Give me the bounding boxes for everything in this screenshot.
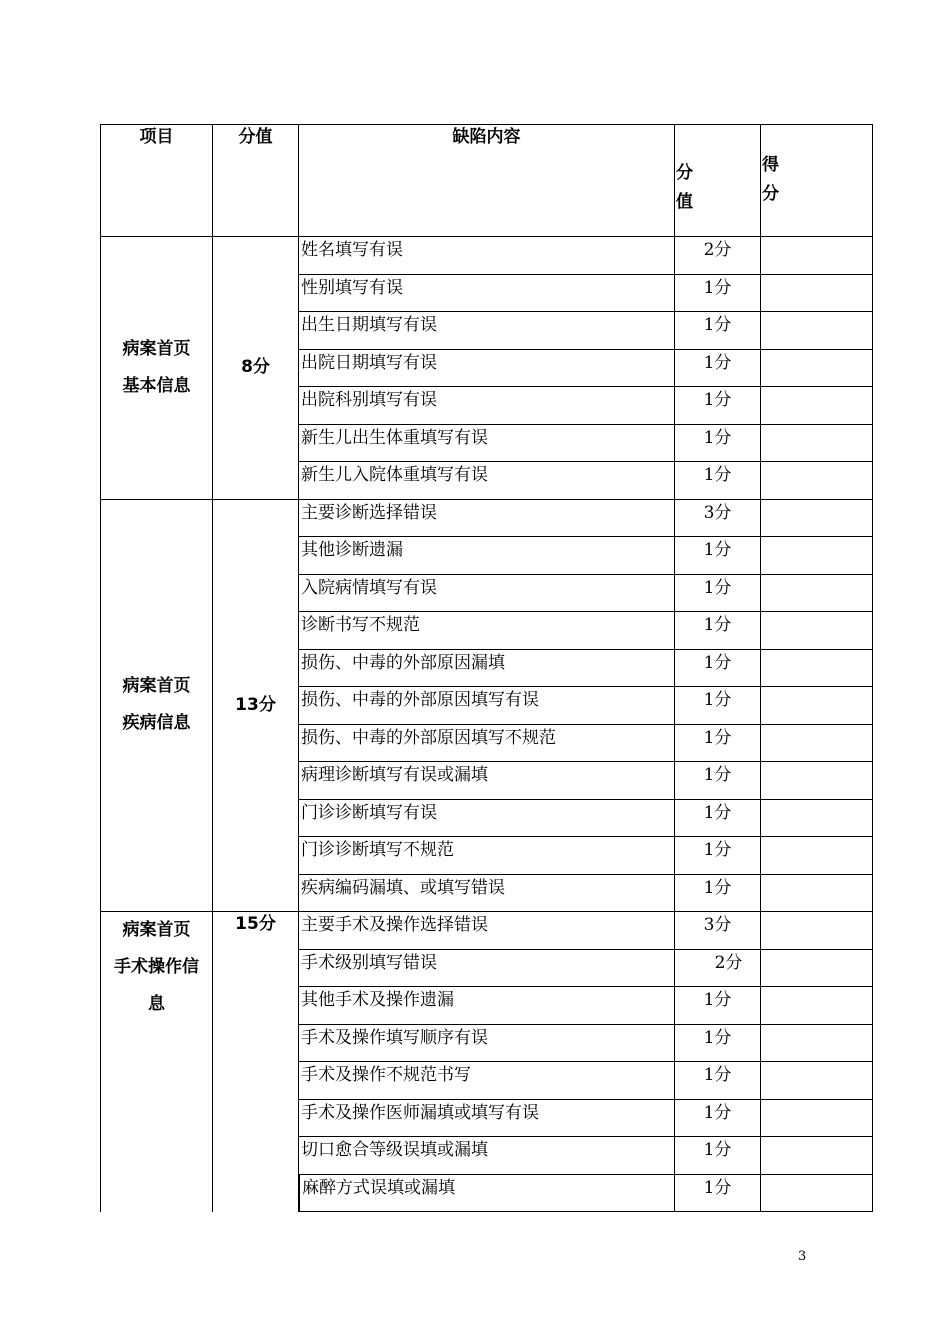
score-input-cell[interactable] <box>761 725 873 763</box>
score-input-cell[interactable] <box>761 462 873 500</box>
defect-value: 1分 <box>675 312 761 350</box>
score-input-cell[interactable] <box>761 425 873 463</box>
section-name-line: 病案首页 <box>122 338 191 359</box>
defect-item: 疾病编码漏填、或填写错误 <box>299 875 675 913</box>
section-name-line: 基本信息 <box>122 375 191 396</box>
defect-value: 1分 <box>675 1100 761 1138</box>
defect-item: 损伤、中毒的外部原因填写不规范 <box>299 725 675 763</box>
defect-value: 1分 <box>675 387 761 425</box>
defect-value: 1分 <box>675 987 761 1025</box>
defect-value: 1分 <box>675 875 761 913</box>
defect-item: 主要诊断选择错误 <box>299 500 675 538</box>
header-score-label: 分值 <box>238 127 273 147</box>
section-surgery-score <box>213 912 299 1212</box>
section-score-value: 15分 <box>235 914 276 934</box>
defect-value: 1分 <box>675 612 761 650</box>
defect-item: 手术及操作不规范书写 <box>299 1062 675 1100</box>
defect-item: 手术及操作填写顺序有误 <box>299 1025 675 1063</box>
score-input-cell[interactable] <box>761 1137 873 1175</box>
defect-item: 出生日期填写有误 <box>299 312 675 350</box>
score-input-cell[interactable] <box>761 912 873 950</box>
defect-item: 门诊诊断填写有误 <box>299 800 675 838</box>
score-input-cell[interactable] <box>761 237 873 275</box>
defect-item: 损伤、中毒的外部原因漏填 <box>299 650 675 688</box>
defect-item: 手术及操作医师漏填或填写有误 <box>299 1100 675 1138</box>
defect-value: 3分 <box>675 912 761 950</box>
defect-value: 3分 <box>675 500 761 538</box>
defect-item: 入院病情填写有误 <box>299 575 675 613</box>
defect-value: 1分 <box>675 575 761 613</box>
header-got-score-char1: 得 <box>762 155 779 175</box>
defect-item: 新生儿入院体重填写有误 <box>299 462 675 500</box>
score-input-cell[interactable] <box>761 537 873 575</box>
score-input-cell[interactable] <box>761 1175 873 1213</box>
header-project-label: 项目 <box>139 127 174 147</box>
score-input-cell[interactable] <box>761 350 873 388</box>
defect-value: 1分 <box>675 650 761 688</box>
section-score-value: 13分 <box>235 694 276 715</box>
defect-value: 1分 <box>675 762 761 800</box>
score-input-cell[interactable] <box>761 612 873 650</box>
header-got-score <box>761 124 873 237</box>
defect-value: 1分 <box>675 800 761 838</box>
page-number: 3 <box>798 1249 807 1264</box>
defect-item: 性别填写有误 <box>299 275 675 313</box>
section-name-line: 病案首页 <box>122 676 191 697</box>
section-name-line: 手术操作信 <box>114 957 199 977</box>
defect-item: 主要手术及操作选择错误 <box>299 912 675 950</box>
defect-value: 2分 <box>675 950 761 988</box>
section-basic-name <box>100 237 213 500</box>
defect-item: 损伤、中毒的外部原因填写有误 <box>299 687 675 725</box>
score-input-cell[interactable] <box>761 275 873 313</box>
defect-item: 出院日期填写有误 <box>299 350 675 388</box>
score-input-cell[interactable] <box>761 687 873 725</box>
score-input-cell[interactable] <box>761 1025 873 1063</box>
defect-value: 1分 <box>675 275 761 313</box>
score-input-cell[interactable] <box>761 1100 873 1138</box>
defect-value: 2分 <box>675 237 761 275</box>
section-name-line: 息 <box>148 994 165 1014</box>
defect-value: 1分 <box>675 1025 761 1063</box>
defect-value: 1分 <box>675 425 761 463</box>
header-item-score-char1: 分 <box>676 163 693 183</box>
section-surgery-name <box>100 912 213 1212</box>
score-input-cell[interactable] <box>761 837 873 875</box>
score-input-cell[interactable] <box>761 1062 873 1100</box>
defect-item: 其他诊断遗漏 <box>299 537 675 575</box>
header-defect <box>299 124 675 237</box>
score-input-cell[interactable] <box>761 875 873 913</box>
scoring-table <box>100 124 873 1210</box>
header-defect-label: 缺陷内容 <box>452 127 521 147</box>
section-name-line: 病案首页 <box>122 920 191 940</box>
defect-value: 1分 <box>675 1137 761 1175</box>
header-project <box>100 124 213 237</box>
defect-item: 出院科别填写有误 <box>299 387 675 425</box>
defect-item: 新生儿出生体重填写有误 <box>299 425 675 463</box>
defect-item: 其他手术及操作遗漏 <box>299 987 675 1025</box>
section-disease-name <box>100 500 213 913</box>
defect-value: 1分 <box>675 1062 761 1100</box>
section-disease-score <box>213 500 299 913</box>
defect-value: 1分 <box>675 350 761 388</box>
defect-item: 诊断书写不规范 <box>299 612 675 650</box>
score-input-cell[interactable] <box>761 950 873 988</box>
defect-item: 切口愈合等级误填或漏填 <box>299 1137 675 1175</box>
defect-item: 门诊诊断填写不规范 <box>299 837 675 875</box>
score-input-cell[interactable] <box>761 575 873 613</box>
score-input-cell[interactable] <box>761 800 873 838</box>
defect-item: 病理诊断填写有误或漏填 <box>299 762 675 800</box>
defect-value: 1分 <box>675 462 761 500</box>
defect-value: 1分 <box>675 837 761 875</box>
section-name-line: 疾病信息 <box>122 713 191 734</box>
section-score-value: 8分 <box>241 357 270 378</box>
defect-item: 手术级别填写错误 <box>299 950 675 988</box>
header-item-score-char2: 值 <box>676 192 693 212</box>
header-score <box>213 124 299 237</box>
header-item-score <box>675 124 761 237</box>
defect-value: 1分 <box>675 537 761 575</box>
defect-item: 姓名填写有误 <box>299 237 675 275</box>
score-input-cell[interactable] <box>761 387 873 425</box>
defect-value: 1分 <box>675 687 761 725</box>
score-input-cell[interactable] <box>761 987 873 1025</box>
score-input-cell[interactable] <box>761 312 873 350</box>
score-input-cell[interactable] <box>761 762 873 800</box>
defect-value: 1分 <box>675 725 761 763</box>
defect-value: 1分 <box>675 1175 761 1213</box>
section-basic-score <box>213 237 299 500</box>
score-input-cell[interactable] <box>761 650 873 688</box>
header-got-score-char2: 分 <box>762 184 779 204</box>
score-input-cell[interactable] <box>761 500 873 538</box>
defect-item: 麻醉方式误填或漏填 <box>299 1175 675 1213</box>
